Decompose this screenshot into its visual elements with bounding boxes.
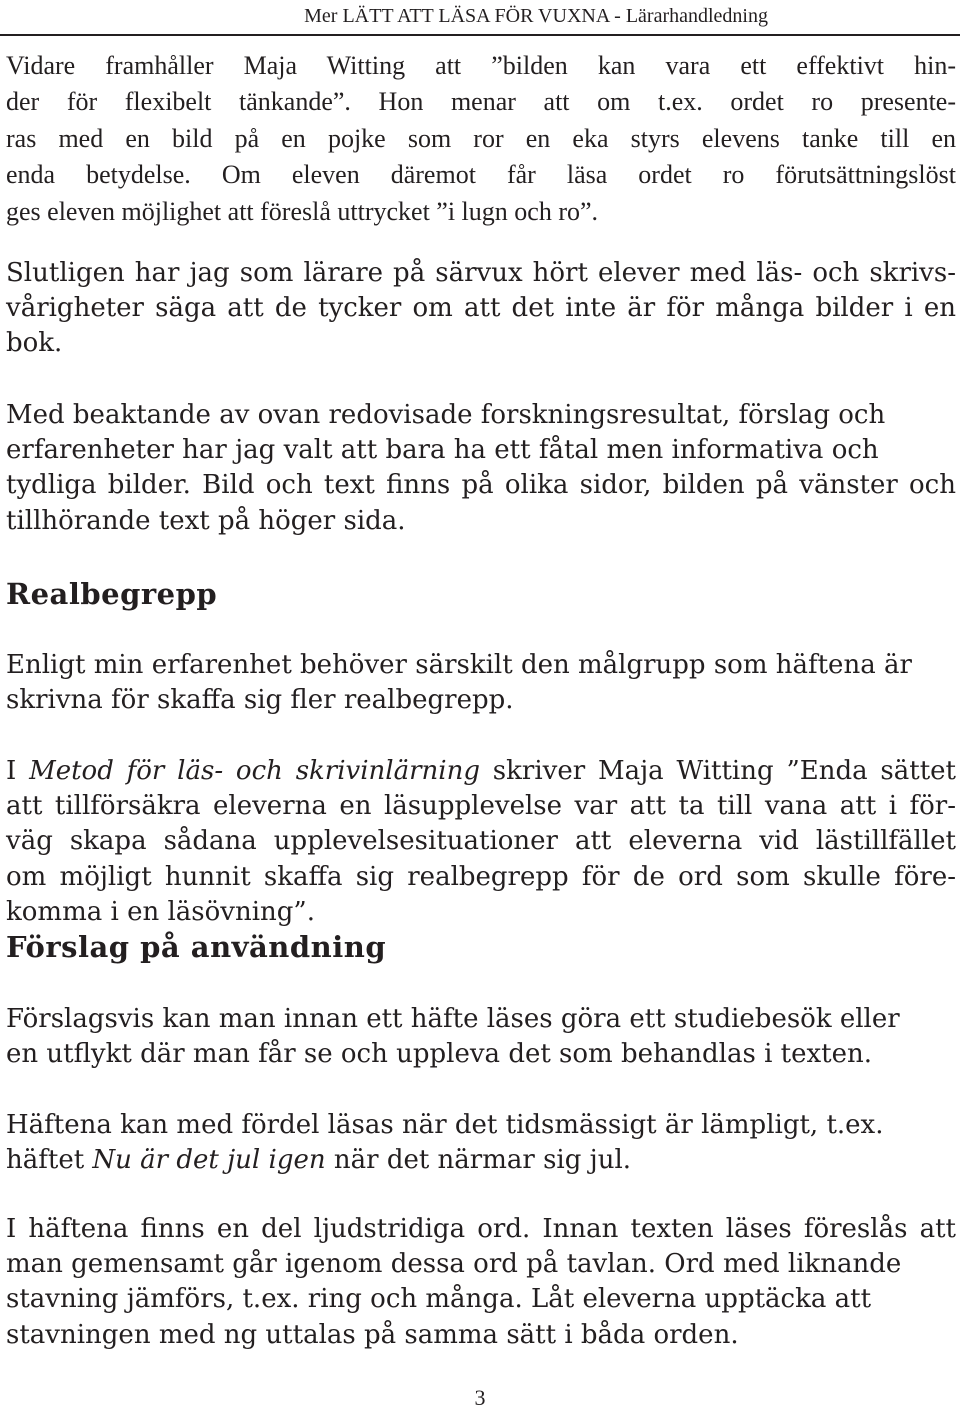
text-run: häftet [6,1145,93,1176]
page-number: 3 [474,1385,486,1410]
text-line: skrivna för skaffa sig fler realbegrepp. [6,685,514,716]
text-line: om möjligt hunnit skaffa sig realbegrepp för de ord som skulle före- [6,861,956,892]
text-line: stavningen med ng uttalas på samma sätt i båda orden. [6,1319,739,1350]
text-line: Enligt min erfarenhet behöver särskilt den målgrupp som häftena är [6,650,912,680]
text-line: väg skapa sådana upplevelsesituationer att eleverna vid lästillfället [6,826,956,857]
text-line [6,1143,956,1178]
paragraph-8 [6,1212,956,1353]
paragraph-3 [6,398,956,539]
text-run: I [6,756,30,786]
book-title-italic: Nu är det jul igen [92,1145,326,1176]
text-line: Förslagsvis kan man innan ett häfte läses göra ett studiebesök eller [6,1004,900,1034]
paragraph-1 [6,48,956,230]
text-line: enda betydelse. Om eleven däremot får läsa ordet ro förutsättningslöst [6,160,956,190]
text-line: Slutligen har jag som lärare på särvux hört elever med läs- och skrivs- [6,258,956,288]
running-header: Mer LÄTT ATT LÄSA FÖR VUXNA - Lärarhandledning [304,5,768,27]
text-line: Med beaktande av ovan redovisade forskningsresultat, förslag och [6,400,886,430]
text-line: Häftena kan med fördel läsas när det tidsmässigt är lämpligt, t.ex. [6,1110,884,1140]
text-line: bok. [6,328,63,359]
section-heading-realbegrepp: Realbegrepp [6,577,218,611]
text-line [6,754,956,789]
text-line: erfarenheter har jag valt att bara ha ett fåtal men informativa och [6,435,879,466]
paragraph-6 [6,1002,956,1072]
text-run: när det närmar sig jul. [325,1145,632,1176]
paragraph-5 [6,754,956,930]
text-line: att tillförsäkra eleverna en läsupplevelse var att ta till vana att i för- [6,791,956,822]
paragraph-4 [6,648,956,718]
paragraph-7 [6,1108,956,1178]
text-line: ras med en bild på en pojke som ror en eka styrs elevens tanke till en [6,123,956,153]
text-line: tillhörande text på höger sida. [6,505,406,536]
text-run: skriver Maja Witting ”Enda sättet [479,756,956,786]
text-line: man gemensamt går igenom dessa ord på tavlan. Ord med liknande [6,1249,902,1280]
text-line: vårigheter säga att de tycker om att det inte är för många bilder i en [6,293,956,324]
text-line: stavning jämförs, t.ex. ring och många. Låt eleverna upptäcka att [6,1284,872,1315]
text-line: en utflykt där man får se och uppleva det som behandlas i texten. [6,1039,872,1070]
text-line: der för flexibelt tänkande”. Hon menar att om t.ex. ordet ro presente- [6,87,956,117]
text-line: Vidare framhåller Maja Witting att ”bilden kan vara ett effektivt hin- [6,51,956,80]
text-line: tydliga bilder. Bild och text finns på olika sidor, bilden på vänster och [6,470,956,501]
header-rule [0,34,960,36]
text-line: I häftena finns en del ljudstridiga ord. Innan texten läses föreslås att [6,1214,956,1244]
text-line: ges eleven möjlighet att föreslå uttrycket ”i lugn och ro”. [6,196,599,226]
section-heading-forslag: Förslag på användning [6,930,387,964]
text-line: komma i en läsövning”. [6,896,315,927]
paragraph-2 [6,256,956,362]
book-title-italic: Metod för läs- och skrivinlärning [29,756,480,786]
